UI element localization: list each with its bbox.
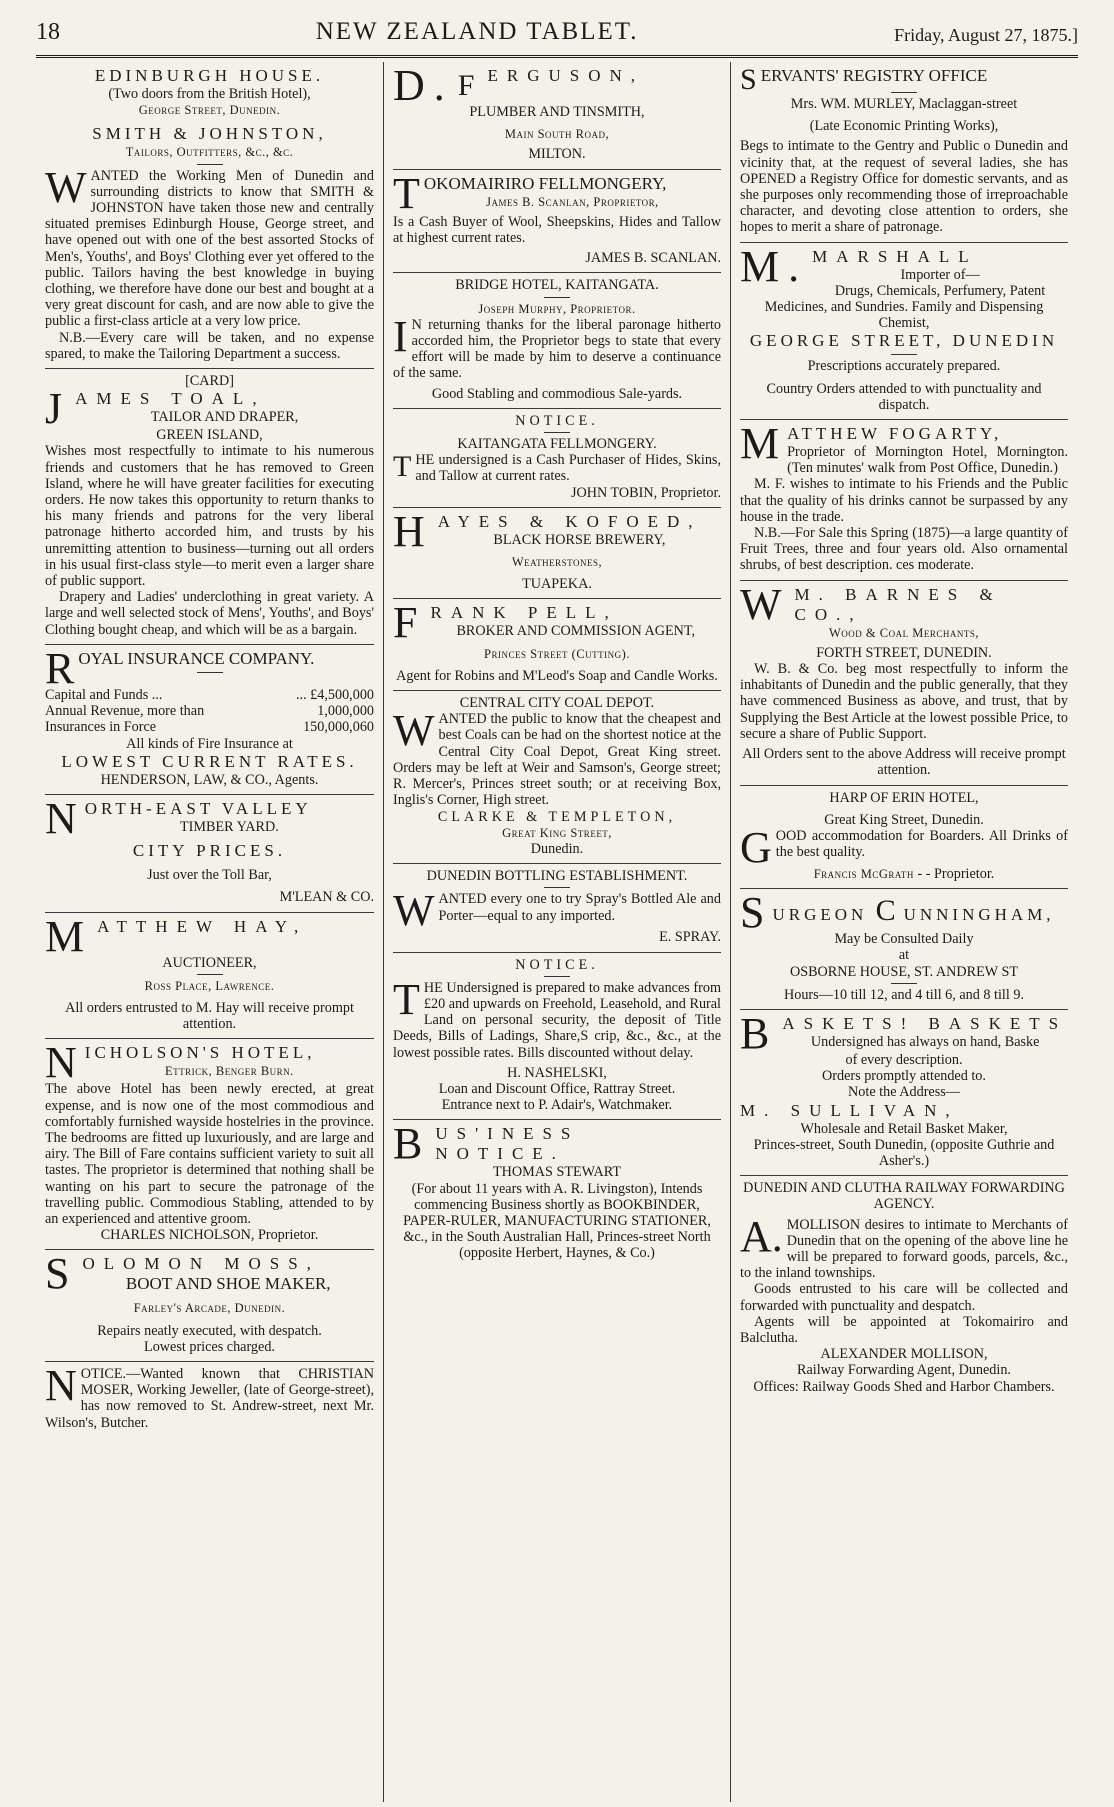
- ad-line: Dunedin.: [530, 840, 584, 857]
- drop-cap: N: [45, 1360, 77, 1410]
- ad-signature: H. NASHELSKI,: [507, 1064, 607, 1081]
- ad-body: Is a Cash Buyer of Wool, Sheepskins, Hides and Tallow at highest current rates.: [393, 213, 721, 247]
- ad-line: Weatherstones,: [511, 555, 603, 570]
- column-1: [36, 62, 383, 1802]
- ad-matthew-hay: [45, 912, 374, 1039]
- ad-body: N.B.—For Sale this Spring (1875)—a large quantity of Fruit Trees, three and four years old. Also ornamental shrubs, of best description. ces moderate.: [740, 525, 1068, 574]
- ad-kaitangata-fellmongery: [393, 408, 721, 507]
- ad-line: All kinds of Fire Insurance at: [126, 735, 293, 752]
- ad-line: Princes Street (Cutting).: [484, 646, 630, 661]
- ad-railway-forwarding: [740, 1175, 1068, 1401]
- ad-body: The above Hotel has been newly erected, at great expense, and is now one of the most commodious and comfortably furnished wayside hostelries in the province. The bedrooms are fitted up luxuriously, and are large and airy. The Bill of Fare contains sufficient variety to suit all tastes. The proprietor is determined that nothing shall be wanting on his part to secure the patronage of the travelling public. Commodious Stabling, attended to by an experienced and attentive groom.: [45, 1081, 374, 1227]
- drop-cap: B: [740, 1008, 779, 1058]
- ad-body: Goods entrusted to his care will be collected and forwarded with punctuality and despatch.: [740, 1281, 1068, 1314]
- divider: [197, 164, 223, 165]
- ad-wm-barnes: [740, 580, 1068, 785]
- ad-line: HENDERSON, LAW, & CO., Agents.: [100, 771, 319, 788]
- ad-title: ATTHEW HAY,: [97, 916, 308, 936]
- ad-line: Importer of—: [900, 266, 980, 283]
- ad-title: ICHOLSON'S HOTEL,: [84, 1043, 316, 1063]
- ad-body: HE Undersigned is prepared to make advances from £20 and upwards on Freehold, Leasehold, and Rural Land on personal security, the deposit of Title Deeds, Bills of Ladings, Share,S crip, &c., &c., at the lowest possible rates. Bills discounted without delay.: [393, 979, 721, 1061]
- ad-edinburgh-house: [45, 62, 374, 368]
- ad-line: Princes-street, South Dunedin, (opposite Guthrie and Asher's.): [753, 1136, 1055, 1169]
- ad-title: EDINBURGH HOUSE.: [94, 66, 325, 85]
- ad-line: GEORGE STREET, DUNEDIN: [749, 331, 1059, 351]
- ad-james-toal: [45, 368, 374, 644]
- ad-title: ORTH-EAST VALLEY: [84, 798, 312, 818]
- ad-line: Good Stabling and commodious Sale-yards.: [431, 385, 683, 402]
- table-label: Capital and Funds ...: [45, 686, 163, 703]
- ad-line: Joseph Murphy, Proprietor.: [478, 301, 636, 316]
- drop-cap: C: [875, 894, 900, 928]
- divider: [197, 974, 223, 975]
- ad-line: Great King Street, Dunedin.: [824, 811, 984, 828]
- ad-line: Main South Road,: [504, 127, 610, 142]
- ad-line: Entrance next to P. Adair's, Watchmaker.: [441, 1097, 673, 1114]
- ad-body: OOD accommodation for Boarders. All Drinks of the best quality.: [775, 827, 1068, 861]
- table-value: ... £4,500,000: [295, 686, 374, 703]
- ad-line: Prescriptions accurately prepared.: [807, 358, 1001, 375]
- drop-cap: W: [393, 886, 435, 936]
- drop-cap: T: [393, 974, 420, 1024]
- drop-cap: J: [45, 384, 72, 434]
- ad-line: OSBORNE HOUSE, ST. ANDREW ST: [789, 963, 1019, 980]
- ad-title: URGEON: [772, 905, 868, 925]
- ad-line: James B. Scanlan, Proprietor,: [486, 194, 659, 209]
- ad-line: Proprietor of Mornington Hotel, Mornington. (Ten minutes' walk from Post Office, Dunedin.): [787, 444, 1068, 477]
- ad-line: George Street, Dunedin.: [138, 103, 281, 118]
- column-3: [730, 62, 1077, 1802]
- ad-line: Wholesale and Retail Basket Maker,: [800, 1120, 1008, 1137]
- ad-line: Mrs. WM. MURLEY, Maclaggan-street: [790, 96, 1018, 112]
- ad-signature: ALEXANDER MOLLISON,: [820, 1346, 988, 1363]
- divider: [544, 297, 570, 298]
- ad-line: (Two doors from the British Hotel),: [108, 86, 311, 102]
- ad-title: DUNEDIN BOTTLING ESTABLISHMENT.: [426, 868, 688, 885]
- ad-bridge-hotel: [393, 272, 721, 407]
- ad-label: [CARD]: [185, 373, 234, 390]
- ad-body: Drapery and Ladies' underclothing in great variety. A large and well selected stock of Mens', Youths', and Boys' Clothing bought cheap, and which will be as a bargain.: [45, 589, 374, 638]
- ad-timber-yard: [45, 794, 374, 912]
- divider: [544, 887, 570, 888]
- ad-title: MARSHALL: [812, 246, 978, 266]
- ad-title: OYAL INSURANCE COMPANY.: [78, 648, 315, 668]
- ad-body: M. F. wishes to intimate to his Friends and the Public that the quality of his drinks cannot be surpassed by any house in the trade.: [740, 476, 1068, 525]
- drop-cap: T: [393, 450, 412, 484]
- ad-signature: - - Proprietor.: [917, 865, 995, 882]
- masthead: [36, 0, 1078, 50]
- ad-line: Ross Place, Lawrence.: [144, 978, 275, 993]
- ad-title: AYES & KOFOED,: [437, 511, 702, 531]
- drop-cap: W: [740, 579, 791, 629]
- ad-surgeon-cunningham: [740, 888, 1068, 1009]
- ad-line: MILTON.: [528, 146, 586, 163]
- ad-line: of every description.: [845, 1051, 963, 1068]
- ad-body: HE undersigned is a Cash Purchaser of Hides, Skins, and Tallow at current rates.: [415, 452, 721, 485]
- ad-servants-registry: [740, 62, 1068, 242]
- ad-line: Offices: Railway Goods Shed and Harbor Chambers.: [753, 1378, 1055, 1395]
- ad-body: N returning thanks for the liberal paronage hitherto accorded him, the Proprietor begs to state that every effort will be made by him to deserve a continuance of the same.: [393, 316, 721, 382]
- drop-cap: I: [393, 311, 408, 361]
- ad-line: FORTH STREET, DUNEDIN.: [816, 644, 992, 661]
- ad-solomon-moss: [45, 1249, 374, 1361]
- ad-line: Country Orders attended to with punctuality and dispatch.: [766, 380, 1042, 413]
- drop-cap: N: [45, 793, 81, 843]
- divider: [891, 354, 917, 355]
- ad-body: ANTED the Working Men of Dunedin and surrounding districts to know that SMITH & JOHNSTON have taken those new and centrally situated premises Edinburgh House, George street, and have opened out with one of the best assorted Stocks of Men's, Youths', and Boys' Clothing ever yet offered to the public. Tailors having the best knowledge in buying clothing, we therefore have done our best and bought at a very great discount for cash, and are now able to give the public a first-class article at a very low price.: [45, 167, 374, 330]
- ad-line: Repairs neatly executed, with despatch.: [97, 1322, 322, 1339]
- ad-line: Loan and Discount Office, Rattray Street.: [438, 1080, 676, 1097]
- divider: [544, 976, 570, 977]
- ad-line: Lowest prices charged.: [144, 1338, 275, 1355]
- ad-harp-of-erin: [740, 785, 1068, 889]
- ad-body: (For about 11 years with A. R. Livingston), Intends commencing Business shortly as BOOKBINDER, PAPER-RULER, MANUFACTURING STATIONER, &c., in the South Australian Hall, Princes-street North (opposite Herbert, Haynes, & Co.): [403, 1180, 711, 1262]
- drop-cap: S: [740, 63, 757, 96]
- ad-title: KAITANGATA FELLMONGERY.: [457, 436, 657, 453]
- drop-cap: D.: [393, 62, 454, 110]
- divider: [891, 92, 917, 93]
- drop-cap: W: [393, 706, 435, 756]
- ad-line: May be Consulted Daily: [834, 931, 974, 948]
- ad-heading: NOTICE.: [515, 412, 599, 429]
- ad-central-city-coal: [393, 690, 721, 863]
- ad-line: M'LEAN & CO.: [279, 889, 374, 906]
- drop-cap: S: [45, 1249, 79, 1299]
- ad-thomas-stewart: [393, 1119, 721, 1267]
- ad-title: US'INESS NOTICE.: [435, 1124, 580, 1164]
- ad-title: M. BARNES & CO.,: [794, 584, 1002, 624]
- ad-body: Agents will be appointed at Tokomairiro and Balclutha.: [740, 1313, 1068, 1346]
- ad-line: Railway Forwarding Agent, Dunedin.: [797, 1362, 1011, 1379]
- ad-line: BLACK HORSE BREWERY,: [493, 531, 666, 548]
- ad-line: at: [898, 947, 910, 964]
- ad-body: ANTED every one to try Spray's Bottled Ale and Porter—equal to any imported.: [438, 891, 721, 924]
- drop-cap: M: [45, 911, 94, 961]
- ad-line: Hours—10 till 12, and 4 till 6, and 8 till 9.: [784, 986, 1024, 1003]
- ad-title: OKOMAIRIRO FELLMONGERY,: [423, 173, 667, 193]
- ad-body: Wishes most respectfully to intimate to his numerous friends and customers that he has removed to Green Island, where he will have greater facilities for executing orders. He now takes this opportunity to return thanks to his many friends and patrons for the very liberal patronage hitherto accorded him, and trusts by his unremitting attention to business—turning out all orders in his usual first-class style—to merit even a larger share of public support.: [45, 443, 374, 590]
- ad-line: BROKER AND COMMISSION AGENT,: [456, 623, 696, 640]
- ad-dunedin-bottling: [393, 863, 721, 951]
- ad-nashelski: [393, 952, 721, 1120]
- ad-title: OLOMON MOSS,: [82, 1254, 320, 1274]
- ad-body: W. B. & Co. beg most respectfully to inform the inhabitants of Dunedin and the public generally, that they have commenced Business as above, and trust, that by Supplying the Best Article at the lowest possible Price, to secure a share of Public Support.: [740, 661, 1068, 742]
- ad-line: Undersigned has always on hand, Baske: [810, 1033, 1040, 1050]
- ad-title: BRIDGE HOTEL, KAITANGATA.: [455, 277, 659, 294]
- ad-firm: SMITH & JOHNSTON,: [92, 124, 327, 144]
- ad-matthew-fogarty: [740, 419, 1068, 580]
- ad-line: CITY PRICES.: [132, 841, 287, 861]
- drop-cap: M.: [740, 241, 809, 291]
- masthead-rule: [36, 55, 1078, 58]
- drop-cap: R: [45, 643, 75, 693]
- ad-title: DUNEDIN AND CLUTHA RAILWAY FORWARDING AGENCY.: [743, 1180, 1065, 1213]
- ad-line: BOOT AND SHOE MAKER,: [125, 1274, 331, 1294]
- issue-date: Friday, August 27, 1875.]: [894, 25, 1078, 45]
- ad-line: Tailors, Outfitters, &c., &c.: [125, 145, 294, 160]
- ad-line: All orders entrusted to M. Hay will receive prompt attention.: [65, 999, 354, 1033]
- ad-heading: NOTICE.: [515, 956, 599, 973]
- ad-signature: E. SPRAY.: [659, 929, 721, 946]
- ad-frank-pell: [393, 598, 721, 690]
- drop-cap: M: [740, 419, 784, 469]
- ad-line: GREEN ISLAND,: [156, 427, 263, 444]
- ad-line: TAILOR AND DRAPER,: [150, 409, 299, 426]
- ad-line: Agent for Robins and M'Leod's Soap and Candle Works.: [396, 667, 718, 684]
- ad-line: AUCTIONEER,: [162, 954, 257, 971]
- ad-body: Begs to intimate to the Gentry and Public o Dunedin and vicinity that, at the request of several ladies, she has OPENED a Registry Office for domestic servants, and as she purposes only recommending those of irreproachable character, and devoting close attention to orders, she hopes to merit a share of patronage.: [740, 138, 1068, 236]
- divider: [544, 432, 570, 433]
- ad-line: TUAPEKA.: [522, 576, 592, 593]
- ad-title: AMES TOAL,: [75, 389, 266, 409]
- ad-line: Farley's Arcade, Dunedin.: [133, 1301, 286, 1316]
- drop-cap: H: [393, 506, 434, 556]
- drop-cap: F: [457, 69, 484, 102]
- ad-title: HARP OF ERIN HOTEL,: [829, 789, 979, 806]
- ad-body: N.B.—Every care will be taken, and no expense spared, to make the Tailoring Department a success.: [45, 329, 374, 362]
- drop-cap: F: [393, 598, 427, 648]
- drop-cap: S: [740, 888, 769, 938]
- drop-cap: B: [393, 1119, 432, 1169]
- ad-line: THOMAS STEWART: [492, 1164, 622, 1181]
- page-number: 18: [36, 19, 60, 45]
- ad-line: Just over the Toll Bar,: [147, 867, 272, 884]
- ad-ferguson: [393, 62, 721, 169]
- ad-line: (Late Economic Printing Works),: [809, 118, 999, 135]
- ad-line: Ettrick, Benger Burn.: [164, 1064, 294, 1079]
- ad-title: ATTHEW FOGARTY,: [787, 424, 1003, 444]
- ad-signature: CHARLES NICHOLSON, Proprietor.: [100, 1227, 319, 1244]
- ad-title: ASKETS! BASKETS: [782, 1013, 1068, 1033]
- ad-line: M. SULLIVAN,: [740, 1100, 959, 1120]
- drop-cap: G: [740, 822, 772, 872]
- ad-line: Orders promptly attended to.: [822, 1068, 986, 1085]
- ad-line: Wood & Coal Merchants,: [829, 625, 979, 640]
- ad-line: Great King Street,: [502, 825, 612, 840]
- table-value: 150,000,060: [303, 719, 374, 736]
- ad-signature: Francis McGrath: [813, 866, 914, 881]
- column-2: [383, 62, 730, 1802]
- ad-signature: JOHN TOBIN, Proprietor.: [570, 484, 721, 501]
- ad-signature: JAMES B. SCANLAN.: [585, 250, 721, 267]
- ad-body: ANTED the public to know that the cheapest and best Coals can be had on the shortest notice at the Central City Coal Depot, Great King street. Orders may be left at Weir and Samson's, George street; R. Mercer's, Princes street south; or at receiving Box, Inglis's Corner, High street.: [393, 711, 721, 809]
- ad-tokomairiro-fellmongery: [393, 169, 721, 273]
- ad-title: UNNINGHAM,: [903, 905, 1055, 925]
- divider: [891, 983, 917, 984]
- ad-line: All Orders sent to the above Address will receive prompt attention.: [742, 746, 1066, 779]
- ad-title: ERVANTS' REGISTRY OFFICE: [760, 66, 988, 85]
- drop-cap: N: [45, 1038, 81, 1088]
- ad-royal-insurance: [45, 644, 374, 794]
- newspaper-title: NEW ZEALAND TABLET.: [315, 18, 639, 45]
- table-value: 1,000,000: [317, 703, 374, 720]
- ad-line: Note the Address—: [848, 1084, 960, 1101]
- ad-line: TIMBER YARD.: [179, 818, 279, 835]
- ad-title: RANK PELL,: [430, 603, 618, 623]
- drop-cap: T: [393, 168, 420, 218]
- ad-marshall-chemist: [740, 242, 1068, 419]
- ad-nicholsons-hotel: [45, 1038, 374, 1249]
- ad-hayes-kofoed: [393, 507, 721, 599]
- ad-line: Drugs, Chemicals, Perfumery, Patent Medicines, and Sundries. Family and Dispensing Chemist,: [764, 282, 1046, 332]
- drop-cap: A.: [740, 1211, 783, 1261]
- divider: [197, 672, 223, 673]
- ad-christian-moser: [45, 1361, 374, 1437]
- ad-line: PLUMBER AND TINSMITH,: [469, 104, 645, 120]
- ad-signature: CLARKE & TEMPLETON,: [437, 808, 677, 825]
- drop-cap: W: [45, 162, 87, 212]
- ad-body: OTICE.—Wanted known that CHRISTIAN MOSER, Working Jeweller, (late of George-street), has now removed to St. Andrew-street, next Mr. Wilson's, Butcher.: [45, 1365, 374, 1431]
- ad-baskets: [740, 1009, 1068, 1175]
- ad-line: LOWEST CURRENT RATES.: [61, 751, 358, 771]
- table-label: Insurances in Force: [45, 719, 157, 736]
- ad-title: ERGUSON,: [487, 66, 645, 85]
- ad-title: CENTRAL CITY COAL DEPOT.: [459, 695, 655, 712]
- table-label: Annual Revenue, more than: [45, 703, 205, 720]
- ad-body: MOLLISON desires to intimate to Merchants of Dunedin that on the opening of the above line he will be prepared to forward goods, parcels, &c., to the inland townships.: [740, 1216, 1068, 1282]
